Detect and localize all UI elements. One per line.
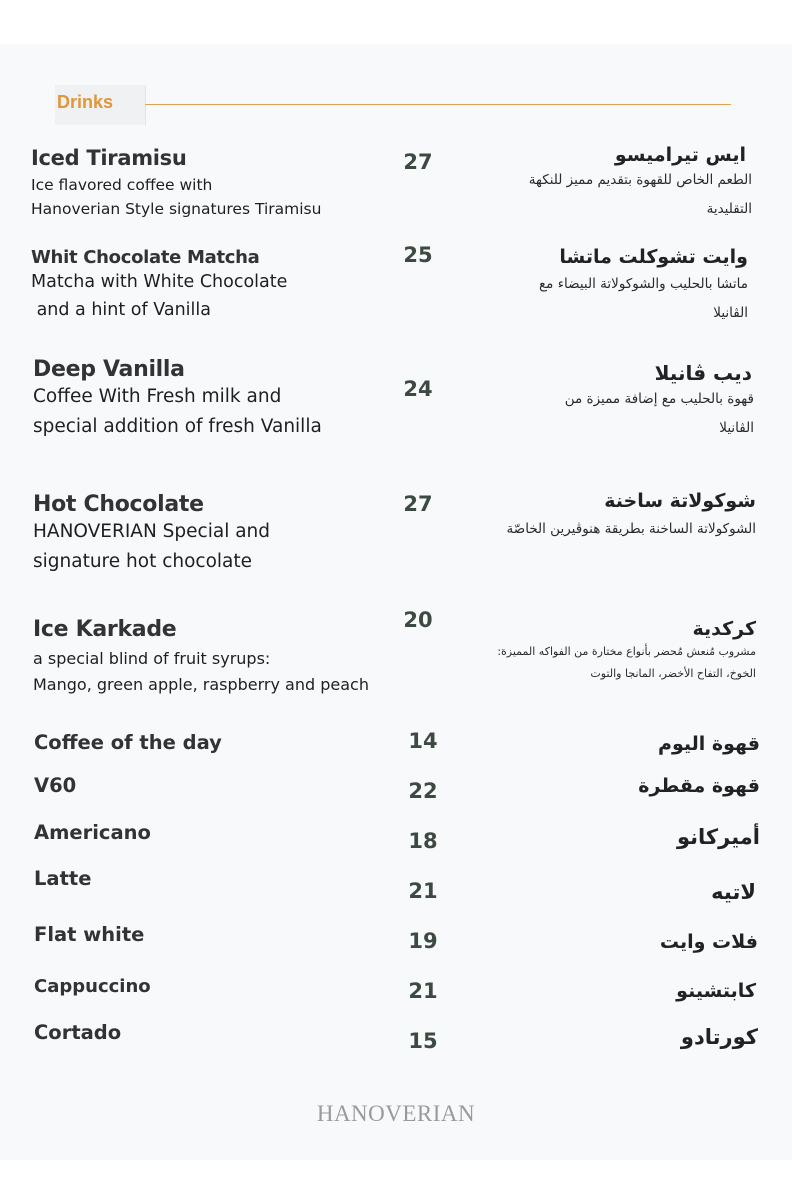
- item-description-arabic: الڤانيلا: [719, 420, 754, 436]
- menu-item-name: Cappuccino: [34, 976, 151, 997]
- item-name: Deep Vanilla: [33, 357, 185, 382]
- item-arabic: [436, 618, 756, 688]
- item-price: 27: [403, 492, 433, 516]
- item-description-arabic: الخوخ، التفاح الأخضر، المانجا والتوت: [590, 667, 756, 680]
- item-arabic: [416, 490, 756, 544]
- menu-item-name: Coffee of the day: [34, 731, 222, 754]
- section-divider: [145, 104, 731, 105]
- item-price: 25: [403, 243, 433, 267]
- item-price: 22: [408, 779, 438, 803]
- item-price: 27: [403, 150, 433, 174]
- item-price: 18: [408, 829, 438, 853]
- item-name-arabic: وايت تشوكلت ماتشا: [559, 246, 748, 268]
- menu-item-white-chocolate-matcha: [31, 247, 287, 324]
- item-description-line: Ice flavored coffee with: [31, 176, 213, 194]
- item-name-arabic: كابتشينو: [676, 980, 756, 1002]
- item-description-line: a special blind of fruit syrups:: [33, 649, 271, 668]
- item-price: 14: [408, 729, 438, 753]
- item-description-line: Hanoverian Style signatures Tiramisu: [31, 200, 322, 218]
- item-description-arabic: مشروب مُنعش مُحضر بأنواع مختارة من الفواكه المميزة:: [497, 645, 756, 658]
- item-price: 24: [403, 377, 433, 401]
- item-name-arabic: لاتيه: [711, 880, 756, 904]
- item-name-arabic: قهوة اليوم: [658, 733, 760, 755]
- item-name: Iced Tiramisu: [31, 146, 187, 170]
- item-description-arabic: قهوة بالحليب مع إضافة مميزة من: [564, 391, 754, 407]
- menu-item-name: Americano: [34, 821, 151, 844]
- item-name-arabic: ايس تيراميسو: [614, 144, 746, 166]
- item-price: 20: [403, 608, 433, 632]
- item-name-arabic: أميركانو: [677, 825, 760, 849]
- item-description-line: HANOVERIAN Special and: [33, 521, 271, 542]
- menu-item-hot-chocolate: [33, 492, 270, 577]
- item-description-arabic: الشوكولاتة الساخنة بطريقة هنوڤيرين الخاصّة: [506, 521, 756, 537]
- item-price: 19: [408, 929, 438, 953]
- item-description-arabic: ماتشا بالحليب والشوكولاتة البيضاء مع: [538, 276, 748, 292]
- item-arabic: [432, 361, 752, 443]
- item-description-line: signature hot chocolate: [33, 551, 253, 572]
- item-arabic: [428, 246, 748, 328]
- item-price: 21: [408, 979, 438, 1003]
- menu-item-name: Latte: [34, 867, 92, 890]
- item-price: 21: [408, 879, 438, 903]
- item-description-arabic: التقليدية: [706, 201, 752, 217]
- item-description-line: Matcha with White Chocolate: [31, 272, 288, 292]
- item-arabic: [426, 144, 752, 224]
- item-name-arabic: شوكولاتة ساخنة: [604, 490, 756, 512]
- item-description-line: Coffee With Fresh milk and: [33, 386, 282, 407]
- item-description-arabic: الڤانيلا: [713, 305, 748, 321]
- item-name-arabic: ديب ڤانيلا: [654, 361, 752, 385]
- item-description-arabic: الطعم الخاص للقهوة بتقديم مميز للنكهة: [528, 172, 752, 188]
- section-title: Drinks: [57, 92, 114, 112]
- menu-item-iced-tiramisu: [31, 146, 321, 221]
- item-name-arabic: كركدية: [692, 618, 756, 640]
- item-name: Hot Chocolate: [33, 492, 204, 517]
- item-name-arabic: كورتادو: [680, 1025, 758, 1049]
- item-description-line: Mango, green apple, raspberry and peach: [33, 675, 369, 694]
- brand-logo-text: HANOVERIAN: [316, 1101, 476, 1126]
- menu-item-name: Cortado: [34, 1021, 122, 1044]
- menu-item-deep-vanilla: [33, 357, 322, 442]
- item-description-line: and a hint of Vanilla: [31, 300, 211, 320]
- item-name: Whit Chocolate Matcha: [31, 247, 260, 268]
- item-name-arabic: قهوة مقطرة: [638, 775, 760, 797]
- menu-item-ice-karkade: [33, 617, 369, 698]
- item-name-arabic: فلات وايت: [659, 931, 758, 953]
- item-description-line: special addition of fresh Vanilla: [33, 416, 322, 437]
- item-price: 15: [408, 1029, 438, 1053]
- item-name: Ice Karkade: [33, 617, 177, 642]
- menu-item-name: V60: [34, 774, 77, 797]
- menu-item-name: Flat white: [34, 923, 145, 946]
